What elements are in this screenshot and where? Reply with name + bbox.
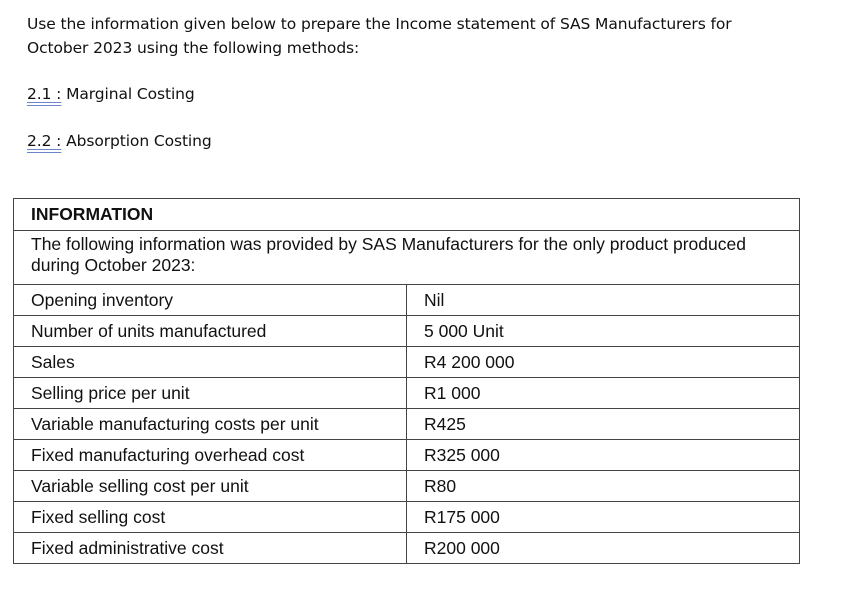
table-row (14, 502, 800, 533)
table-description: The following information was provided by SAS Manufacturers for the only product produced during October 2023: (14, 231, 800, 285)
row-label: Fixed manufacturing overhead cost (14, 440, 407, 471)
table-row (14, 471, 800, 502)
row-label: Variable manufacturing costs per unit (14, 409, 407, 440)
method-number: 2.2 : (27, 132, 62, 150)
table-heading: INFORMATION (14, 199, 800, 231)
row-label: Fixed selling cost (14, 502, 407, 533)
row-value: Nil (407, 285, 800, 316)
table-heading-row (14, 199, 800, 231)
table-row (14, 378, 800, 409)
method-label: Absorption Costing (66, 132, 212, 150)
row-value: R200 000 (407, 533, 800, 564)
table-description-row (14, 231, 800, 285)
information-table (13, 198, 800, 564)
row-label: Number of units manufactured (14, 316, 407, 347)
row-value: R1 000 (407, 378, 800, 409)
row-value: R175 000 (407, 502, 800, 533)
row-value: R425 (407, 409, 800, 440)
row-value: R4 200 000 (407, 347, 800, 378)
row-value: R80 (407, 471, 800, 502)
method-label: Marginal Costing (66, 85, 195, 103)
method-marginal-costing (27, 83, 195, 105)
row-value: R325 000 (407, 440, 800, 471)
table-row (14, 347, 800, 378)
intro-line-2: October 2023 using the following methods: (27, 39, 360, 57)
row-value: 5 000 Unit (407, 316, 800, 347)
table-row (14, 533, 800, 564)
intro-line-1: Use the information given below to prepare the Income statement of SAS Manufacturers for (27, 15, 732, 33)
table-row (14, 409, 800, 440)
table-row (14, 285, 800, 316)
intro-paragraph (27, 12, 817, 60)
row-label: Variable selling cost per unit (14, 471, 407, 502)
row-label: Fixed administrative cost (14, 533, 407, 564)
table-row (14, 440, 800, 471)
table-row (14, 316, 800, 347)
method-absorption-costing (27, 130, 212, 152)
row-label: Selling price per unit (14, 378, 407, 409)
row-label: Sales (14, 347, 407, 378)
method-number: 2.1 : (27, 85, 62, 103)
row-label: Opening inventory (14, 285, 407, 316)
